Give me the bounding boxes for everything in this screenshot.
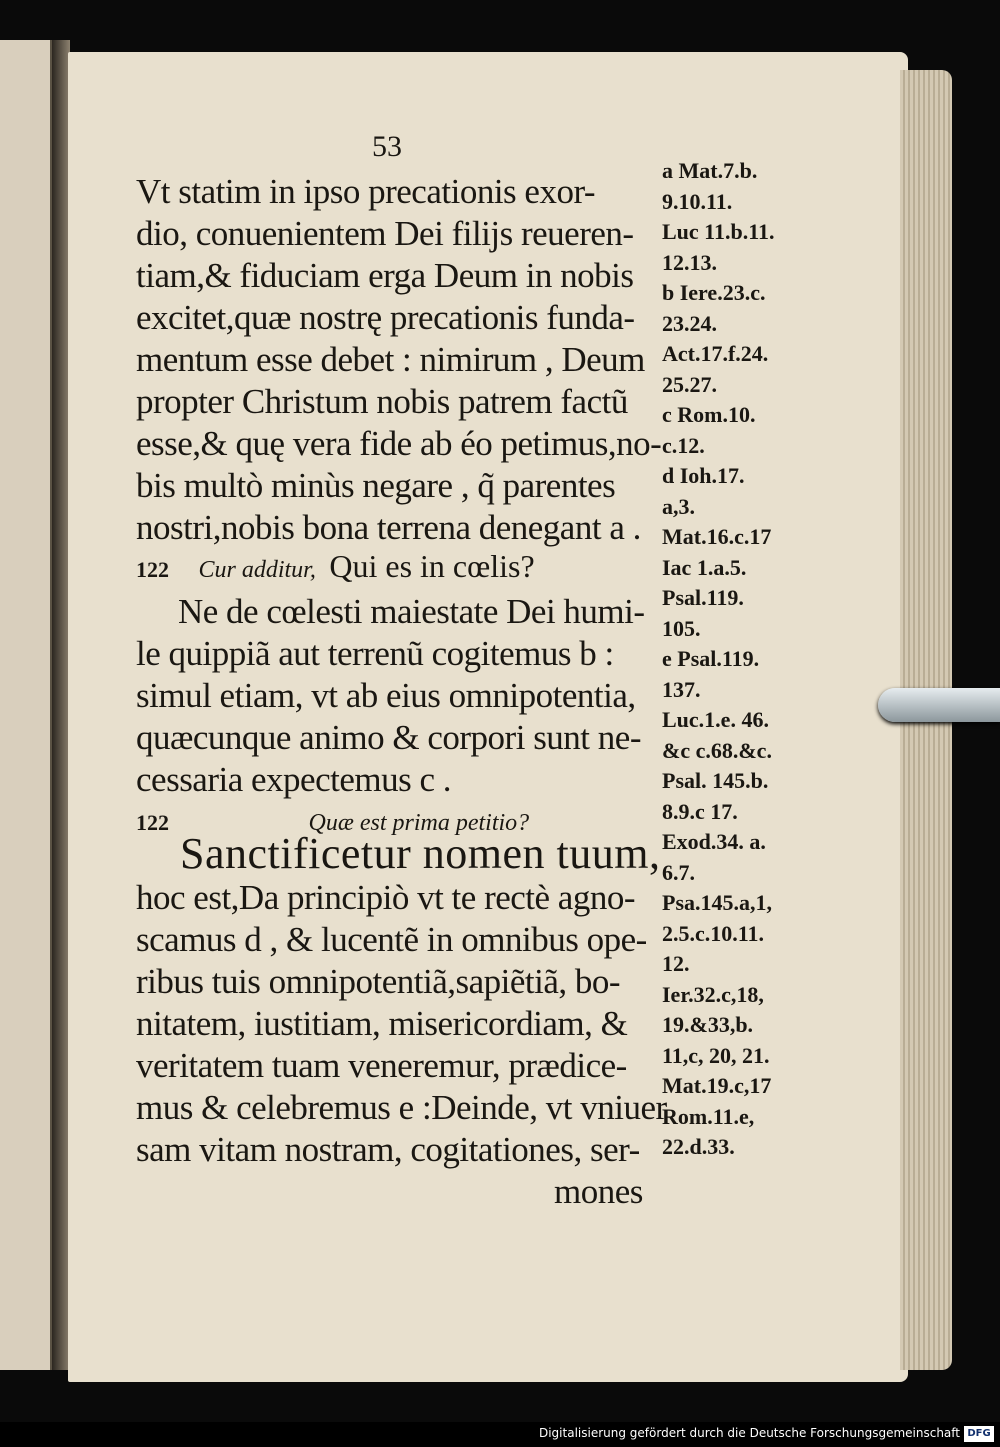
question-text: Qui es in cœlis?: [329, 548, 535, 584]
margin-note: 23.24.: [662, 310, 717, 336]
answer-line: hoc est,Da principiò vt te rectè agno-: [136, 878, 635, 917]
margin-note: Exod.34. a.: [662, 829, 766, 854]
answer-line: simul etiam, vt ab eius omnipotentia,: [136, 676, 636, 715]
margin-note: e Psal.119.: [662, 646, 760, 671]
body-line: tiam,& fiduciam erga Deum in nobis: [136, 256, 634, 295]
margin-note: 6.7.: [662, 859, 695, 885]
margin-note: Psa.145.a,1,: [662, 890, 772, 915]
answer-line: veritatem tuam veneremur, prædice-: [136, 1046, 627, 1085]
margin-note: Psal. 145.b.: [662, 768, 769, 793]
answer-line: sam vitam nostram, cogitationes, ser-: [136, 1130, 640, 1169]
margin-note: d Ioh.17.: [662, 463, 745, 488]
page-holder-clip: [878, 688, 1000, 722]
margin-note: Act.17.f.24.: [662, 341, 769, 366]
body-line: propter Christum nobis patrem factũ: [136, 382, 628, 421]
credit-text: Digitalisierung gefördert durch die Deutsche Forschungsgemeinschaft: [538, 1426, 960, 1440]
dfg-logo: DFG: [964, 1426, 994, 1442]
margin-note: Mat.19.c,17: [662, 1073, 772, 1098]
body-line: mentum esse debet : nimirum , Deum: [136, 340, 645, 379]
margin-note: &c c.68.&c.: [662, 737, 772, 763]
body-line: dio, conuenientem Dei filijs reueren-: [136, 214, 634, 253]
left-page-edge: [0, 40, 56, 1370]
margin-note: 12.: [662, 951, 690, 976]
margin-note: b Iere.23.c.: [662, 280, 766, 305]
margin-note: 22.d.33.: [662, 1134, 735, 1159]
page-number: 53: [372, 130, 402, 163]
answer-line: le quippiã aut terrenũ cogitemus b :: [136, 634, 614, 673]
margin-note: 11,c, 20, 21.: [662, 1042, 770, 1068]
margin-note: 8.9.c 17.: [662, 798, 738, 824]
margin-note: 19.&33,b.: [662, 1012, 754, 1037]
margin-note: 9.10.11.: [662, 188, 733, 214]
margin-note: Luc 11.b.11.: [662, 219, 775, 244]
margin-note: Luc.1.e. 46.: [662, 707, 769, 732]
body-line: esse,& quę vera fide ab éo petimus,no-: [136, 424, 662, 463]
margin-note: c.12.: [662, 432, 705, 458]
answer-line: nitatem, iustitiam, misericordiam, &: [136, 1004, 628, 1043]
question-italic: Cur additur,: [198, 557, 316, 583]
margin-note: a Mat.7.b.: [662, 158, 758, 183]
margin-note: Rom.11.e,: [662, 1103, 755, 1129]
margin-note: a,3.: [662, 493, 695, 519]
margin-note: Mat.16.c.17: [662, 524, 772, 549]
answer-line: cessaria expectemus c .: [136, 760, 452, 799]
margin-note: Psal.119.: [662, 585, 744, 610]
question-122: [136, 548, 535, 585]
margin-note: 12.13.: [662, 249, 717, 275]
margin-note: 105.: [662, 615, 701, 641]
question-number: 122: [136, 810, 169, 835]
margin-note: c Rom.10.: [662, 402, 756, 427]
body-line: nostri,nobis bona terrena denegant a .: [136, 508, 641, 547]
margin-note: 25.27.: [662, 371, 717, 397]
question-italic: Quæ est prima petitio?: [308, 810, 530, 836]
margin-note: 137.: [662, 676, 701, 702]
body-line: Vt statim in ipso precationis exor-: [136, 172, 596, 211]
question-number: 122: [136, 557, 169, 582]
answer-line: ribus tuis omnipotentiã,sapiẽtiã, bo-: [136, 962, 621, 1001]
margin-note: Iac 1.a.5.: [662, 554, 747, 580]
answer-line: mus & celebremus e :Deinde, vt vniuer: [136, 1088, 667, 1127]
margin-note: 2.5.c.10.11.: [662, 920, 765, 946]
answer-line: quæcunque animo & corpori sunt ne-: [136, 718, 641, 757]
answer-line: Ne de cœlesti maiestate Dei humi-: [178, 592, 645, 631]
catchword: mones: [554, 1172, 643, 1211]
body-line: bis multò minùs negare , q̃ parentes: [136, 466, 616, 505]
answer-line: scamus d , & lucentẽ in omnibus ope-: [136, 920, 647, 959]
body-line: excitet,quæ nostrę precationis funda-: [136, 298, 635, 337]
margin-note: Ier.32.c,18,: [662, 981, 764, 1007]
petition-heading: Sanctificetur nomen tuum,: [180, 829, 661, 878]
